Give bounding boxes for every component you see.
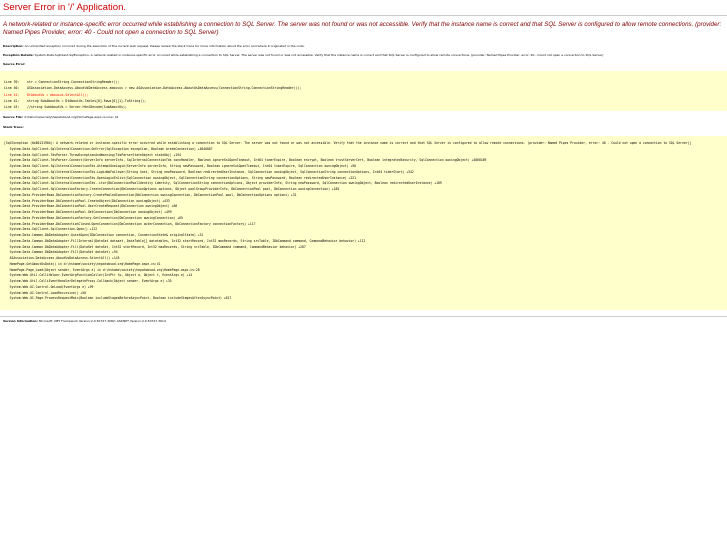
version-info-line: [3, 319, 166, 323]
exception-details-line: [3, 53, 603, 57]
stack-trace-line: System.Data.SqlClient.SqlInternalConnection.OnError(SqlException exception, Boolean breakConnection) +4846887: [4, 146, 213, 151]
stack-trace-line: System.Web.UI.Control.OnLoad(EventArgs e) +99: [4, 284, 94, 289]
stack-trace-line: System.Data.ProviderBase.DbConnectionFactory.CreatePooledConnection(DbConnection owningConnection, DbConnectionPool pool, DbConnectionOptions options) +31: [4, 192, 297, 197]
stack-trace-line: System.Data.SqlClient.SqlInternalConnectionTds.OpenLoginEnlist(SqlConnection owningObject, SqlConnectionString connectionOptions, String newPassword, Boolean redirectedUserInstance) +221: [4, 175, 357, 180]
source-error-box: [0, 71, 727, 111]
stack-trace-label: Stack Trace:: [3, 125, 24, 129]
source-code-line: Line 39: str = ConnectionString.ConnectionStringReader();: [4, 80, 120, 84]
description-text: An unhandled exception occurred during the execution of the current web request. Please review the stack trace for more information about the error and where it originated in the code.: [24, 44, 305, 48]
source-error-heading: [3, 62, 25, 66]
stack-trace-line: System.Data.SqlClient.SqlConnectionFactory.CreateConnection(DbConnectionOptions options, Object poolGroupProviderInfo, DbConnectionPool pool, DbConnection owningConnection) +185: [4, 187, 340, 191]
stack-trace-line: System.Data.ProviderBase.DbConnectionClosed.OpenConnection(DbConnection outerConnection, DbConnectionFactory connectionFactory) +117: [4, 221, 256, 226]
source-code-block: [4, 79, 301, 110]
source-error-label: Source Error:: [3, 62, 26, 66]
source-file-label: Source File:: [3, 115, 24, 119]
stack-trace-line: System.Data.Common.DbDataAdapter.Fill(DataSet dataSet) +94: [4, 250, 118, 255]
stack-trace-line: System.Data.SqlClient.SqlInternalConnectionTds..ctor(DbConnectionPoolIdentity identity, SqlConnectionString connectionOptions, Object providerInfo, String newPassword, SqlConnection owningObject, Boolean redirectedUserInstance) +189: [4, 181, 442, 186]
exception-details-text: System.Data.SqlClient.SqlException: A network-related or instance-specific error occurred while establishing a connection to SQL Server. The server was not found or was not accessible. Verify that the instance name is correct and that SQL Server is configured to allow remote connections. (provider: Named Pipes Provider, error: 40 - Could not open a connection to SQL Server): [34, 53, 604, 57]
stack-trace-box: [0, 136, 727, 310]
title-divider: [0, 15, 727, 16]
stack-trace-line: HomePage.GetAboutUsData() in d:\hshome\society\hepatobsod.org\HomePage.aspx.cs:41: [4, 261, 161, 266]
source-code-line-highlighted: Line 41: DtAboutUs = abousus.SelectAll();: [4, 92, 89, 97]
stack-trace-line: System.Data.SqlClient.SqlInternalConnectionTds.AttemptOneLogin(ServerInfo serverInfo, String newPassword, Boolean ignoreSniOpenTimeout, Int64 timerExpire, SqlConnection owningObject) +90: [4, 164, 357, 168]
stack-trace-line: System.Data.SqlClient.TdsParser.ThrowExceptionAndWarning(TdsParserStateObject stateObj) +194: [4, 152, 181, 157]
stack-trace-line: HomePage.Page_Load(Object sender, EventArgs e) in d:\hshome\society\hepatobsod.org\HomePage.aspx.cs:28: [4, 267, 200, 272]
source-file-line: [3, 115, 119, 119]
stack-trace-line: System.Data.ProviderBase.DbConnectionPool.GetConnection(DbConnection owningObject) +499: [4, 210, 172, 214]
stack-trace-line: System.Web.Util.CalliEventHandlerDelegateProxy.Callback(Object sender, EventArgs e) +35: [4, 279, 172, 283]
exception-details-label: Exception Details:: [3, 53, 34, 57]
version-info-text: Microsoft .NET Framework Version:2.0.50727.3082; ASP.NET Version:2.0.50727.3614: [38, 319, 166, 323]
stack-trace-line: System.Data.SqlClient.TdsParser.Connect(ServerInfo serverInfo, SqlInternalConnectionTds connHandler, Boolean ignoreSniOpenTimeout, Int64 timerExpire, Boolean encrypt, Boolean trustServerCert, Boolean integratedSecurity, SqlConnection owningObject) +4860189: [4, 158, 487, 163]
version-info-label: Version Information:: [3, 319, 38, 323]
stack-trace-heading: [3, 125, 24, 129]
source-code-line: Line 40: ASAssociation.DataAccess.AboutUsDataAccess abousus = new ASAssociation.DataAccess.AboutUsDataAccess(ConnectionString.ConnectionStringReader());: [4, 86, 302, 91]
footer-divider: [0, 316, 727, 317]
stack-trace-line: System.Web.UI.Page.ProcessRequestMain(Boolean includeStagesBeforeAsyncPoint, Boolean includeStagesAfterAsyncPoint) +627: [4, 296, 232, 301]
error-message: A network-related or instance-specific error occurred while establishing a connection to SQL Server. The server was not found or was not accessible. Verify that the instance name is correct and that SQL Server is configured to allow remote connections. (provider: Named Pipes Provider, error: 40 - Could not open a connection to SQL Server): [3, 21, 722, 36]
stack-trace-line: System.Data.ProviderBase.DbConnectionPool.CreateObject(DbConnection owningObject) +433: [4, 198, 170, 203]
description-label: Description:: [3, 44, 24, 48]
stack-trace-line: System.Data.Common.DbDataAdapter.FillInternal(DataSet dataset, DataTable[] datatables, Int32 startRecord, Int32 maxRecords, String srcTable, IDbCommand command, CommandBehavior behavior) +112: [4, 238, 366, 243]
stack-trace-line: System.Data.Common.DbDataAdapter.QuietOpen(IDbConnection connection, ConnectionState& originalState) +31: [4, 233, 204, 237]
stack-trace-line: System.Web.UI.Control.LoadRecursive() +50: [4, 290, 86, 295]
description-line: [3, 44, 305, 48]
stack-trace-line: System.Data.SqlClient.SqlInternalConnectionTds.LoginNoFailover(String host, String newPassword, Boolean redirectedUserInstance, SqlConnection owningObject, SqlConnectionString connectionOptions, Int64 timerStart) +342: [4, 169, 414, 174]
stack-trace-line: System.Web.Util.CalliHelper.EventArgFunctionCaller(IntPtr fp, Object o, Object t, EventArgs e) +14: [4, 273, 193, 278]
stack-trace-block: [4, 141, 691, 302]
source-file-path: d:\hshome\society\hepatobsod.org\HomePage.aspx.cs Line: 41: [24, 115, 119, 119]
stack-trace-line: System.Data.Common.DbDataAdapter.Fill(DataSet dataSet, Int32 startRecord, Int32 maxRecords, String srcTable, IDbCommand command, CommandBehavior behavior) +287: [4, 244, 306, 249]
stack-trace-line: [SqlException (0x80131904): A network-related or instance-specific error occurred while establishing a connection to SQL Server. The server was not found or was not accessible. Verify that the instance name is correct and that SQL Server is configured to allow remote connections. (provider: Named Pipes Provider, error: 40 - Could not open a connection to SQL Server)]: [4, 141, 692, 145]
source-code-line: Line 42: string SubAboutUs = DtAboutUs.Tables[0].Rows[0][1].ToString();: [4, 98, 147, 103]
stack-trace-line: System.Data.SqlClient.SqlConnection.Open() +122: [4, 227, 98, 232]
stack-trace-line: System.Data.ProviderBase.DbConnectionFactory.GetConnection(DbConnection owningConnection) +65: [4, 215, 183, 220]
stack-trace-line: System.Data.ProviderBase.DbConnectionPool.UserCreateRequest(DbConnection owningObject) +66: [4, 204, 178, 209]
source-code-line: Line 43: //string SubAboutUs = Server.HtmlDecode(SubAboutUs);: [4, 105, 127, 110]
stack-trace-line: ASAssociation.DataAccess.AboutUsDataAccess.SelectAll() +145: [4, 256, 120, 260]
page-title: Server Error in '/' Application.: [3, 2, 127, 13]
